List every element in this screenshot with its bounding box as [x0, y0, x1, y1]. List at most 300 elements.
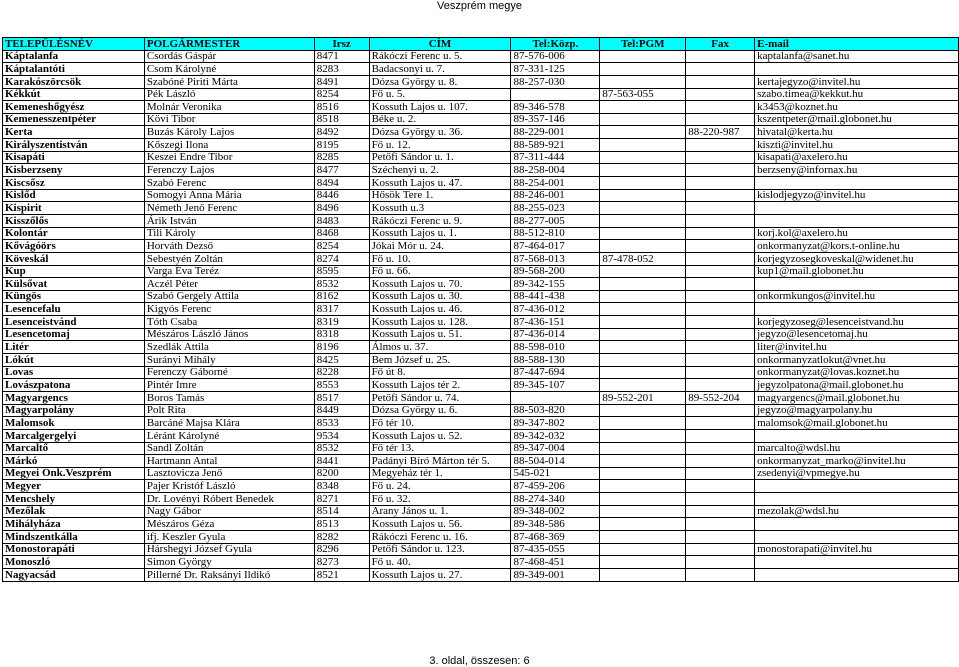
town-name-cell: Lesencetomaj	[3, 328, 145, 341]
email-cell: jegyzolpatona@mail.globonet.hu	[755, 379, 959, 392]
phone-mayor-cell	[600, 164, 686, 177]
fax-cell	[686, 379, 755, 392]
address-cell: Rákóczi Ferenc u. 16.	[369, 530, 511, 543]
fax-cell	[686, 530, 755, 543]
email-cell: magyargencs@mail.globonet.hu	[755, 391, 959, 404]
email-cell: onkormanyzat_marko@invitel.hu	[755, 455, 959, 468]
address-cell: Kossuth Lajos tér 2.	[369, 379, 511, 392]
table-row	[3, 227, 959, 240]
phone-central-cell: 87-436-014	[511, 328, 600, 341]
phone-mayor-cell	[600, 240, 686, 253]
address-cell: Dózsa György u. 36.	[369, 126, 511, 139]
town-name-cell: Külsővat	[3, 278, 145, 291]
email-cell	[755, 530, 959, 543]
phone-central-cell: 89-348-586	[511, 518, 600, 531]
mayor-cell: Boros Tamás	[144, 391, 314, 404]
town-name-cell: Káptalanfa	[3, 50, 145, 63]
town-name-cell: Mihályháza	[3, 518, 145, 531]
address-cell: Fő u. 24.	[369, 480, 511, 493]
email-cell	[755, 518, 959, 531]
address-cell: Hősök Tere 1.	[369, 189, 511, 202]
phone-mayor-cell	[600, 518, 686, 531]
postcode-cell: 8318	[314, 328, 369, 341]
phone-mayor-cell	[600, 505, 686, 518]
address-cell: Kossuth u.3	[369, 202, 511, 215]
postcode-cell: 8514	[314, 505, 369, 518]
mayor-cell: Hárshegyi József Gyula	[144, 543, 314, 556]
phone-central-cell: 88-503-820	[511, 404, 600, 417]
phone-central-cell: 89-346-578	[511, 101, 600, 114]
fax-cell	[686, 366, 755, 379]
phone-central-cell: 89-345-107	[511, 379, 600, 392]
table-row	[3, 126, 959, 139]
table-row	[3, 543, 959, 556]
table-row	[3, 75, 959, 88]
fax-cell	[686, 214, 755, 227]
email-cell: onkormkungos@invitel.hu	[755, 290, 959, 303]
mayor-cell: Barcáné Majsa Klára	[144, 417, 314, 430]
table-row	[3, 391, 959, 404]
town-name-cell: Lesenceistvánd	[3, 316, 145, 329]
fax-cell	[686, 341, 755, 354]
address-cell: Fő u. 10.	[369, 252, 511, 265]
mayor-cell: Kövi Tibor	[144, 113, 314, 126]
mayor-cell: Ferenczy Gáborné	[144, 366, 314, 379]
phone-central-cell: 87-331-125	[511, 63, 600, 76]
phone-central-cell	[511, 88, 600, 101]
postcode-cell: 8518	[314, 113, 369, 126]
table-row	[3, 480, 959, 493]
town-name-cell: Kisberzseny	[3, 164, 145, 177]
phone-mayor-cell	[600, 455, 686, 468]
postcode-cell: 8471	[314, 50, 369, 63]
phone-mayor-cell	[600, 214, 686, 227]
table-row	[3, 556, 959, 569]
phone-central-cell: 89-342-032	[511, 429, 600, 442]
address-cell: Dózsa György u. 6.	[369, 404, 511, 417]
town-name-cell: Kemenesszentpéter	[3, 113, 145, 126]
table-row	[3, 265, 959, 278]
email-cell	[755, 429, 959, 442]
phone-mayor-cell	[600, 177, 686, 190]
fax-cell	[686, 303, 755, 316]
postcode-cell: 8273	[314, 556, 369, 569]
town-name-cell: Kiscsősz	[3, 177, 145, 190]
phone-central-cell: 88-255-023	[511, 202, 600, 215]
phone-central-cell: 88-258-004	[511, 164, 600, 177]
table-row	[3, 240, 959, 253]
mayor-cell: Sandl Zoltán	[144, 442, 314, 455]
email-cell: kisapati@axelero.hu	[755, 151, 959, 164]
postcode-cell: 8200	[314, 467, 369, 480]
fax-cell	[686, 101, 755, 114]
table-row	[3, 366, 959, 379]
email-cell: marcalto@wdsl.hu	[755, 442, 959, 455]
address-cell: Kossuth Lajos u. 51.	[369, 328, 511, 341]
address-cell: Kossuth Lajos u. 52.	[369, 429, 511, 442]
postcode-cell: 8196	[314, 341, 369, 354]
postcode-cell: 8494	[314, 177, 369, 190]
address-cell: Dózsa György u. 8.	[369, 75, 511, 88]
address-cell: Fő u. 12.	[369, 139, 511, 152]
table-row	[3, 467, 959, 480]
address-cell: Fő tér 13.	[369, 442, 511, 455]
postcode-cell: 8496	[314, 202, 369, 215]
email-cell: onkormanyzat@kors.t-online.hu	[755, 240, 959, 253]
fax-cell	[686, 240, 755, 253]
phone-mayor-cell	[600, 101, 686, 114]
address-cell: Arany János u. 1.	[369, 505, 511, 518]
mayor-cell: Ferenczy Lajos	[144, 164, 314, 177]
municipality-table	[2, 37, 959, 582]
address-cell: Béke u. 2.	[369, 113, 511, 126]
town-name-cell: Kolontár	[3, 227, 145, 240]
phone-central-cell: 88-512-810	[511, 227, 600, 240]
table-row	[3, 202, 959, 215]
postcode-cell: 9534	[314, 429, 369, 442]
email-cell: kertajegyzo@invitel.hu	[755, 75, 959, 88]
phone-central-cell: 89-568-200	[511, 265, 600, 278]
fax-cell	[686, 227, 755, 240]
fax-cell	[686, 505, 755, 518]
address-cell: Fő tér 10.	[369, 417, 511, 430]
postcode-cell: 8271	[314, 493, 369, 506]
table-row	[3, 417, 959, 430]
town-name-cell: Megyei Önk.Veszprém	[3, 467, 145, 480]
postcode-cell: 8483	[314, 214, 369, 227]
table-row	[3, 101, 959, 114]
table-row	[3, 379, 959, 392]
email-cell	[755, 202, 959, 215]
mayor-cell: Árik István	[144, 214, 314, 227]
column-header-polgarmester: POLGÁRMESTER	[144, 38, 314, 51]
table-row	[3, 404, 959, 417]
email-cell: korj.kol@axelero.hu	[755, 227, 959, 240]
column-header-email: E-mail	[755, 38, 959, 51]
town-name-cell: Kemeneshőgyész	[3, 101, 145, 114]
table-row	[3, 316, 959, 329]
fax-cell	[686, 164, 755, 177]
email-cell: kislodjegyzo@invitel.hu	[755, 189, 959, 202]
address-cell: Fő u. 66.	[369, 265, 511, 278]
phone-central-cell: 87-435-055	[511, 543, 600, 556]
phone-mayor-cell	[600, 126, 686, 139]
town-name-cell: Marcaltő	[3, 442, 145, 455]
town-name-cell: Lókút	[3, 354, 145, 367]
email-cell	[755, 568, 959, 581]
table-row	[3, 341, 959, 354]
postcode-cell: 8195	[314, 139, 369, 152]
phone-mayor-cell	[600, 290, 686, 303]
postcode-cell: 8449	[314, 404, 369, 417]
phone-mayor-cell	[600, 480, 686, 493]
phone-central-cell: 88-246-001	[511, 189, 600, 202]
fax-cell	[686, 404, 755, 417]
mayor-cell: Csom Károlyné	[144, 63, 314, 76]
address-cell: Kossuth Lajos u. 107.	[369, 101, 511, 114]
postcode-cell: 8282	[314, 530, 369, 543]
mayor-cell: Somogyi Anna Mária	[144, 189, 314, 202]
town-name-cell: Megyer	[3, 480, 145, 493]
postcode-cell: 8517	[314, 391, 369, 404]
phone-central-cell: 87-436-151	[511, 316, 600, 329]
phone-central-cell: 89-357-146	[511, 113, 600, 126]
address-cell: Kossuth Lajos u. 27.	[369, 568, 511, 581]
town-name-cell: Monoszló	[3, 556, 145, 569]
email-cell	[755, 493, 959, 506]
town-name-cell: Kup	[3, 265, 145, 278]
address-cell: Petőfi Sándor u. 1.	[369, 151, 511, 164]
phone-mayor-cell: 87-478-052	[600, 252, 686, 265]
fax-cell	[686, 113, 755, 126]
address-cell: Kossuth Lajos u. 47.	[369, 177, 511, 190]
town-name-cell: Mencshely	[3, 493, 145, 506]
phone-central-cell: 87-468-369	[511, 530, 600, 543]
fax-cell	[686, 493, 755, 506]
town-name-cell: Nagyacsád	[3, 568, 145, 581]
phone-mayor-cell	[600, 316, 686, 329]
town-name-cell: Kislőd	[3, 189, 145, 202]
fax-cell	[686, 151, 755, 164]
address-cell: Kossuth Lajos u. 70.	[369, 278, 511, 291]
phone-mayor-cell	[600, 417, 686, 430]
fax-cell	[686, 88, 755, 101]
postcode-cell: 8254	[314, 88, 369, 101]
phone-central-cell: 89-347-802	[511, 417, 600, 430]
fax-cell	[686, 455, 755, 468]
email-cell: korjegyzosegkoveskal@widenet.hu	[755, 252, 959, 265]
email-cell: kup1@mail.globonet.hu	[755, 265, 959, 278]
fax-cell: 88-220-987	[686, 126, 755, 139]
mayor-cell: Csordás Gáspár	[144, 50, 314, 63]
mayor-cell: Simon György	[144, 556, 314, 569]
email-cell: kszentpeter@mail.globonet.hu	[755, 113, 959, 126]
email-cell: jegyzo@magyarpolany.hu	[755, 404, 959, 417]
mayor-cell: Mészáros László János	[144, 328, 314, 341]
table-row	[3, 164, 959, 177]
postcode-cell: 8285	[314, 151, 369, 164]
phone-mayor-cell	[600, 467, 686, 480]
email-cell	[755, 303, 959, 316]
postcode-cell: 8532	[314, 442, 369, 455]
address-cell: Kossuth Lajos u. 128.	[369, 316, 511, 329]
email-cell: korjegyzoseg@lesenceistvand.hu	[755, 316, 959, 329]
address-cell: Bem József u. 25.	[369, 354, 511, 367]
table-row	[3, 278, 959, 291]
fax-cell	[686, 202, 755, 215]
town-name-cell: Litér	[3, 341, 145, 354]
mayor-cell: Pintér Imre	[144, 379, 314, 392]
town-name-cell: Márkó	[3, 455, 145, 468]
mayor-cell: Szedlák Attila	[144, 341, 314, 354]
mayor-cell: Nagy Gábor	[144, 505, 314, 518]
town-name-cell: Királyszentistván	[3, 139, 145, 152]
postcode-cell: 8532	[314, 278, 369, 291]
fax-cell	[686, 252, 755, 265]
fax-cell	[686, 543, 755, 556]
fax-cell	[686, 63, 755, 76]
table-row	[3, 252, 959, 265]
town-name-cell: Kispirit	[3, 202, 145, 215]
phone-mayor-cell	[600, 227, 686, 240]
table-row	[3, 50, 959, 63]
town-name-cell: Kővágóörs	[3, 240, 145, 253]
phone-mayor-cell	[600, 139, 686, 152]
town-name-cell: Karakószörcsök	[3, 75, 145, 88]
town-name-cell: Lovászpatona	[3, 379, 145, 392]
postcode-cell: 8254	[314, 240, 369, 253]
postcode-cell: 8274	[314, 252, 369, 265]
fax-cell	[686, 429, 755, 442]
postcode-cell: 8533	[314, 417, 369, 430]
phone-mayor-cell	[600, 442, 686, 455]
phone-mayor-cell	[600, 568, 686, 581]
mayor-cell: Szabó Gergely Attila	[144, 290, 314, 303]
phone-central-cell: 87-311-444	[511, 151, 600, 164]
phone-central-cell: 88-589-921	[511, 139, 600, 152]
email-cell	[755, 177, 959, 190]
mayor-cell: Szabóné Piriti Márta	[144, 75, 314, 88]
mayor-cell: Varga Éva Teréz	[144, 265, 314, 278]
phone-mayor-cell	[600, 202, 686, 215]
phone-mayor-cell	[600, 354, 686, 367]
address-cell: Badacsonyi u. 7.	[369, 63, 511, 76]
fax-cell	[686, 139, 755, 152]
postcode-cell: 8425	[314, 354, 369, 367]
table-row	[3, 505, 959, 518]
phone-central-cell: 87-568-013	[511, 252, 600, 265]
town-name-cell: Kisapáti	[3, 151, 145, 164]
mayor-cell: Molnár Veronika	[144, 101, 314, 114]
phone-central-cell: 88-274-340	[511, 493, 600, 506]
mayor-cell: Aczél Péter	[144, 278, 314, 291]
postcode-cell: 8553	[314, 379, 369, 392]
phone-central-cell: 88-229-001	[511, 126, 600, 139]
postcode-cell: 8468	[314, 227, 369, 240]
phone-mayor-cell	[600, 50, 686, 63]
town-name-cell: Mindszentkálla	[3, 530, 145, 543]
address-cell: Rákóczi Ferenc u. 5.	[369, 50, 511, 63]
table-row	[3, 139, 959, 152]
mayor-cell: Kőszegi Ilona	[144, 139, 314, 152]
fax-cell	[686, 50, 755, 63]
phone-mayor-cell: 89-552-201	[600, 391, 686, 404]
email-cell	[755, 63, 959, 76]
phone-central-cell: 88-441-438	[511, 290, 600, 303]
postcode-cell: 8319	[314, 316, 369, 329]
phone-mayor-cell	[600, 303, 686, 316]
email-cell: monostorapati@invitel.hu	[755, 543, 959, 556]
fax-cell	[686, 177, 755, 190]
table-header-row	[3, 38, 959, 51]
email-cell	[755, 480, 959, 493]
town-name-cell: Mezőlak	[3, 505, 145, 518]
town-name-cell: Kerta	[3, 126, 145, 139]
mayor-cell: Polt Rita	[144, 404, 314, 417]
table-row	[3, 303, 959, 316]
town-name-cell: Káptalantóti	[3, 63, 145, 76]
email-cell: liter@invitel.hu	[755, 341, 959, 354]
postcode-cell: 8521	[314, 568, 369, 581]
table-row	[3, 429, 959, 442]
mayor-cell: Dr. Lovényi Róbert Benedek	[144, 493, 314, 506]
email-cell: szabo.timea@kekkut.hu	[755, 88, 959, 101]
phone-central-cell	[511, 391, 600, 404]
address-cell: Kossuth Lajos u. 46.	[369, 303, 511, 316]
fax-cell	[686, 417, 755, 430]
postcode-cell: 8162	[314, 290, 369, 303]
address-cell: Megyeház tér 1.	[369, 467, 511, 480]
address-cell: Petőfi Sándor u. 123.	[369, 543, 511, 556]
postcode-cell: 8446	[314, 189, 369, 202]
table-row	[3, 214, 959, 227]
phone-central-cell: 89-342-155	[511, 278, 600, 291]
table-row	[3, 113, 959, 126]
column-header-irsz: Irsz	[314, 38, 369, 51]
postcode-cell: 8477	[314, 164, 369, 177]
postcode-cell: 8492	[314, 126, 369, 139]
email-cell	[755, 278, 959, 291]
mayor-cell: Tili Károly	[144, 227, 314, 240]
email-cell: zsedenyi@vpmegye.hu	[755, 467, 959, 480]
mayor-cell: Horváth Dezső	[144, 240, 314, 253]
phone-central-cell: 88-257-030	[511, 75, 600, 88]
table-row	[3, 568, 959, 581]
column-header-tel-pgm: Tel:PGM	[600, 38, 686, 51]
postcode-cell: 8513	[314, 518, 369, 531]
email-cell: onkormanyzatlokut@vnet.hu	[755, 354, 959, 367]
table-body	[3, 50, 959, 581]
fax-cell	[686, 518, 755, 531]
phone-mayor-cell	[600, 493, 686, 506]
mayor-cell: ifj. Keszler Gyula	[144, 530, 314, 543]
phone-central-cell: 545-021	[511, 467, 600, 480]
table-row	[3, 455, 959, 468]
phone-central-cell: 89-349-001	[511, 568, 600, 581]
phone-central-cell: 87-459-206	[511, 480, 600, 493]
fax-cell	[686, 442, 755, 455]
phone-central-cell: 87-436-012	[511, 303, 600, 316]
column-header-telepulesnev: TELEPÜLÉSNÉV	[3, 38, 145, 51]
phone-central-cell: 87-576-006	[511, 50, 600, 63]
postcode-cell: 8283	[314, 63, 369, 76]
postcode-cell: 8296	[314, 543, 369, 556]
email-cell: jegyzo@lesencetomaj.hu	[755, 328, 959, 341]
fax-cell	[686, 556, 755, 569]
address-cell: Fő u. 32.	[369, 493, 511, 506]
address-cell: Jókai Mór u. 24.	[369, 240, 511, 253]
table-row	[3, 290, 959, 303]
email-cell: malomsok@mail.globonet.hu	[755, 417, 959, 430]
fax-cell	[686, 189, 755, 202]
phone-mayor-cell	[600, 429, 686, 442]
email-cell: hivatal@kerta.hu	[755, 126, 959, 139]
phone-central-cell: 87-468-451	[511, 556, 600, 569]
email-cell: k3453@koznet.hu	[755, 101, 959, 114]
town-name-cell: Küngös	[3, 290, 145, 303]
address-cell: Petőfi Sándor u. 74.	[369, 391, 511, 404]
email-cell: onkormanyzat@lovas.koznet.hu	[755, 366, 959, 379]
column-header-cim: CÍM	[369, 38, 511, 51]
phone-mayor-cell	[600, 543, 686, 556]
mayor-cell: Buzás Károly Lajos	[144, 126, 314, 139]
fax-cell: 89-552-204	[686, 391, 755, 404]
column-header-tel-kozp: Tel:Közp.	[511, 38, 600, 51]
fax-cell	[686, 265, 755, 278]
phone-mayor-cell	[600, 278, 686, 291]
fax-cell	[686, 467, 755, 480]
address-cell: Padányi Bíró Márton tér 5.	[369, 455, 511, 468]
